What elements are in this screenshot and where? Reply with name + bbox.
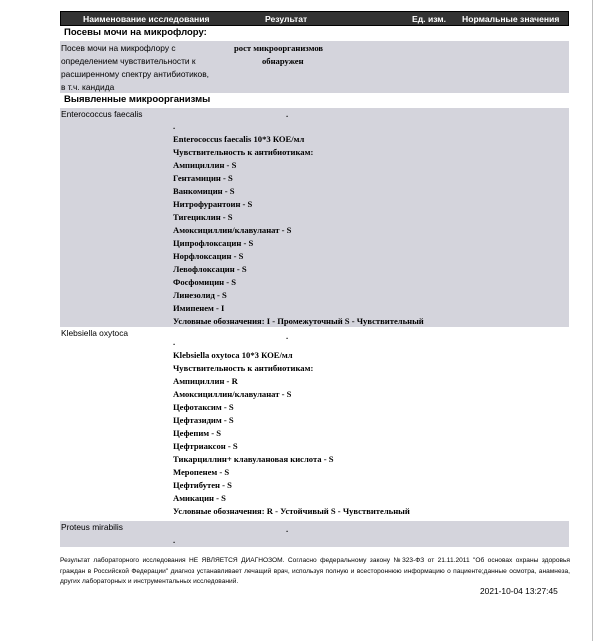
section2-title: Выявленные микроорганизмы <box>64 94 211 105</box>
header-norm: Нормальные значения <box>462 14 560 24</box>
test-result: рост микроорганизмов обнаружен <box>234 43 324 66</box>
section-title-organisms <box>60 93 569 107</box>
organism-row-enterococcus <box>60 108 569 327</box>
header-unit: Ед. изм. <box>412 14 447 24</box>
organism-dot: . <box>286 109 289 119</box>
section1-title: Посевы мочи на микрофлору: <box>64 27 207 38</box>
organism-result-lines: . Enterococcus faecalis 10*3 КОЕ/мл Чувствительность к антибиотикам: Ампициллин - S Гентамицин - S Ванкомицин - S Нитрофурантоин - S Тигециклин - S Амоксициллин/клавуланат - S Ципрофлоксацин - S Норфлоксацин - S Левофлоксацин - S Фосфомицин - S Линезолид - S Имипенем - I Условные обозначения: I - Промежуточный S - Чувствительный <box>173 121 424 326</box>
page-edge-line <box>592 0 593 641</box>
table-header <box>60 11 569 26</box>
organism-row-proteus <box>60 521 569 547</box>
test-name: Посев мочи на микрофлору с определением чувствительности к расширенному спектру антибиотиков, в т.ч. кандида <box>61 43 209 92</box>
organism-dot: . <box>286 524 289 534</box>
organism-dot: . <box>286 331 289 341</box>
organism-result-lines: . Klebsiella oxytoca 10*3 КОЕ/мл Чувствительность к антибиотикам: Ампициллин - R Амоксициллин/клавуланат - S Цефотаксим - S Цефтазидим - S Цефепим - S Цефтриаксон - S Тикарциллин+ клавулановая кислота - S Меропенем - S Цефтибутен - S Амикацин - S Условные обозначения: R - Устойчивый S - Чувствительный <box>173 337 410 516</box>
urine-test-row <box>60 41 569 93</box>
organism-row-klebsiella <box>60 327 569 521</box>
section-title-urine <box>60 27 569 40</box>
organism-dot-2: . <box>173 535 176 545</box>
organism-name: Proteus mirabilis <box>61 522 123 532</box>
disclaimer-note: Результат лабораторного исследования НЕ ЯВЛЯЕТСЯ ДИАГНОЗОМ. Согласно федеральному закону №323-ФЗ от 21.11.2011 "Об основах охраны здоровья граждан в Российской Федерации" диагноз устанавливает лечащий врач, используя полную и всестороннюю информацию о пациенте;данные осмотра, анамнеза, других лабораторных и инструментальных исследований. <box>60 557 570 585</box>
organism-name: Enterococcus faecalis <box>61 109 143 119</box>
organism-name: Klebsiella oxytoca <box>61 328 129 338</box>
header-result: Результат <box>265 14 308 24</box>
report-datetime: 2021-10-04 13:27:45 <box>480 586 558 596</box>
header-name: Наименование исследования <box>83 14 210 24</box>
